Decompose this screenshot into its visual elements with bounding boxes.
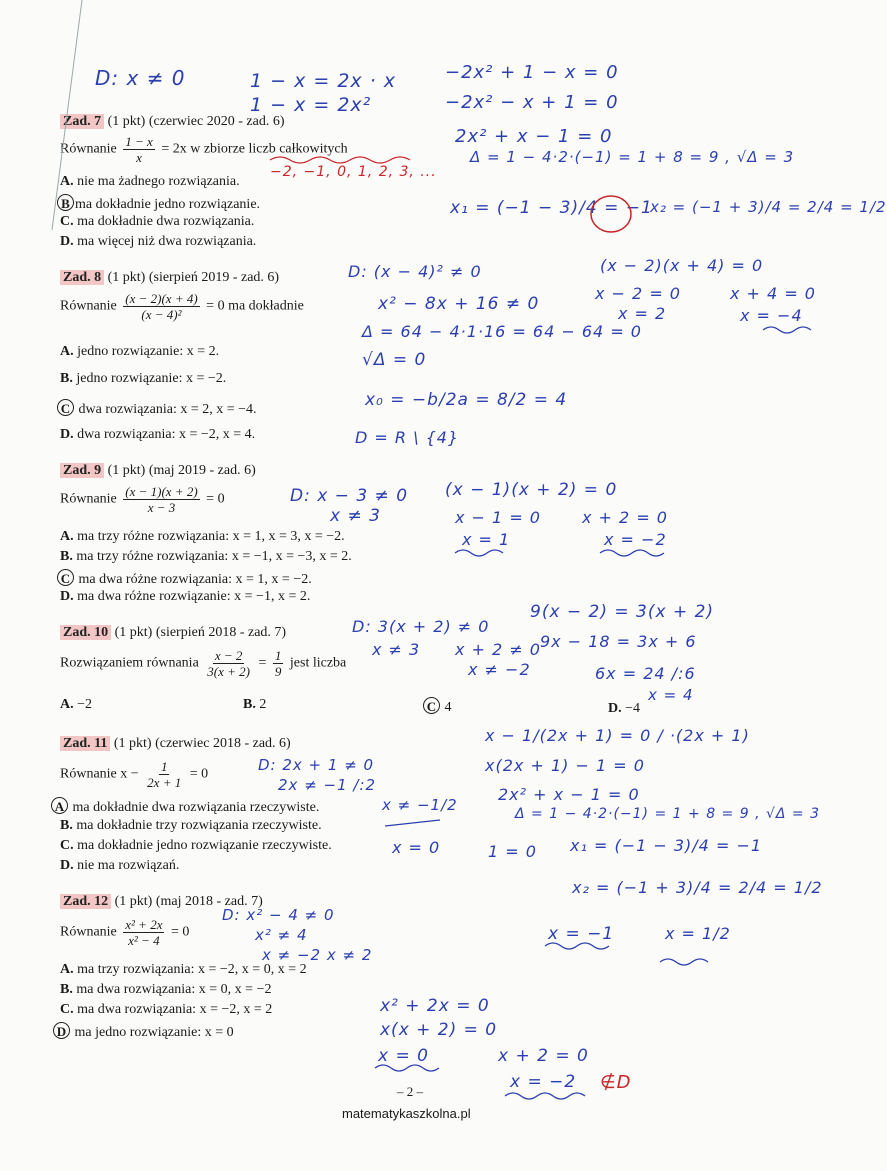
fraction-denominator: x² − 4 <box>128 933 160 948</box>
fraction-numerator: (x − 1)(x + 2) <box>125 484 198 499</box>
handwriting-note: x + 4 = 0 <box>730 284 816 303</box>
option-letter: A. <box>60 962 74 977</box>
handwriting-note: 2x ≠ −1 /:2 <box>278 776 377 794</box>
option-letter: B. <box>60 549 73 564</box>
handwriting-note: x² − 8x + 16 ≠ 0 <box>378 294 540 314</box>
option-letter: C. <box>60 1002 74 1017</box>
handwriting-note: x² + 2x = 0 <box>380 996 490 1016</box>
task-tag: Zad. 9 <box>60 463 104 478</box>
option-text: ma dwa różne rozwiązania: x = 1, x = −2. <box>78 572 312 587</box>
option-text: nie ma rozwiązań. <box>77 858 180 873</box>
handwriting-note: −2, −1, 0, 1, 2, 3, ... <box>270 164 437 180</box>
handwriting-note: D: x² − 4 ≠ 0 <box>222 906 335 924</box>
handwriting-note: 2x² + x − 1 = 0 <box>455 126 613 147</box>
task-tag: Zad. 8 <box>60 270 104 285</box>
option-letter: A. <box>60 174 74 189</box>
option-text: ma trzy rozwiązania: x = −2, x = 0, x = 2 <box>77 962 307 977</box>
statement-text: = 2x w zbiorze liczb całkowitych <box>161 141 348 157</box>
answer-circle: A <box>51 797 68 814</box>
handwriting-note: x₀ = −b/2a = 8/2 = 4 <box>365 390 568 410</box>
task-meta: (1 pkt) (maj 2018 - zad. 7) <box>114 894 263 909</box>
handwriting-note: x ≠ −1/2 <box>382 796 458 814</box>
option-text: ma dokładnie jedno rozwiązanie. <box>75 197 261 212</box>
option-text: ma dwa rozwiązania: x = 0, x = −2 <box>76 982 272 997</box>
handwriting-note: 1 − x = 2x · x <box>250 70 397 92</box>
option-text: dwa rozwiązania: x = 2, x = −4. <box>78 402 257 417</box>
handwriting-note: ∉D <box>600 1072 632 1093</box>
handwriting-note: x ≠ 3 <box>372 640 421 659</box>
statement-text: = <box>258 655 267 671</box>
option-text: 4 <box>444 700 452 715</box>
handwriting-note: x² ≠ 4 <box>255 926 308 944</box>
underline-wavy <box>455 550 503 556</box>
option-text: 2 <box>259 697 267 712</box>
handwriting-note: Δ = 1 − 4·2·(−1) = 1 + 8 = 9 , √Δ = 3 <box>515 806 821 822</box>
task-meta: (1 pkt) (czerwiec 2018 - zad. 6) <box>113 736 291 751</box>
option-letter: C. <box>60 214 74 229</box>
page-number: – 2 – <box>397 1084 423 1099</box>
handwriting-note: x = 0 <box>392 838 441 857</box>
option-text: ma trzy różne rozwiązania: x = −1, x = −3, x = 2. <box>76 549 352 564</box>
option-text: ma dokładnie dwa rozwiązania rzeczywiste. <box>72 800 320 815</box>
handwriting-note: Δ = 64 − 4·1·16 = 64 − 64 = 0 <box>362 322 642 341</box>
handwriting-note: 2x² + x − 1 = 0 <box>498 785 640 804</box>
statement-text: Równanie <box>60 141 117 157</box>
underline-wavy <box>505 1093 585 1099</box>
underline-wavy <box>375 1065 439 1071</box>
statement-text: Równanie <box>60 491 117 507</box>
option-letter: B. <box>60 371 73 386</box>
statement-text: = 0 <box>206 491 225 507</box>
task-tag: Zad. 10 <box>60 625 111 640</box>
site-name: matematykaszkolna.pl <box>342 1106 471 1121</box>
handwriting-note: x − 2 = 0 <box>595 284 681 303</box>
scan-line <box>52 0 82 230</box>
option-letter: A. <box>60 529 74 544</box>
fraction-numerator: x − 2 <box>214 648 243 663</box>
statement-text: = 0 <box>189 766 209 782</box>
fraction-denominator: x <box>136 150 142 165</box>
handwriting-note: D = R \ {4} <box>355 428 460 447</box>
handwriting-note: x = 1 <box>462 530 511 549</box>
underline-wavy <box>660 959 708 965</box>
handwriting-note: x₂ = (−1 + 3)/4 = 2/4 = 1/2 <box>572 878 823 897</box>
fraction-numerator: 1 <box>274 648 282 663</box>
task-tag: Zad. 7 <box>60 114 104 129</box>
answer-circle: B <box>57 194 74 211</box>
handwriting-note: D: x ≠ 0 <box>95 66 186 90</box>
handwriting-note: x(x + 2) = 0 <box>380 1020 498 1040</box>
handwriting-note: x = −2 <box>510 1072 577 1092</box>
handwriting-note: 1 − x = 2x² <box>250 94 372 116</box>
handwriting-note: x = −2 <box>604 530 667 549</box>
option-text: −2 <box>77 697 93 712</box>
handwriting-note: −2x² − x + 1 = 0 <box>445 92 619 113</box>
option-letter: D. <box>60 589 74 604</box>
underline-wavy <box>600 550 664 556</box>
statement-text: Równanie <box>60 298 117 314</box>
handwriting-note: −2x² + 1 − x = 0 <box>445 62 619 83</box>
handwriting-note: 9(x − 2) = 3(x + 2) <box>530 602 715 622</box>
handwriting-note: √Δ = 0 <box>362 350 427 370</box>
fraction-denominator: 2x + 1 <box>147 775 182 790</box>
underline-wavy <box>270 157 410 163</box>
task-meta: (1 pkt) (maj 2019 - zad. 6) <box>107 463 256 478</box>
handwriting-note: D: (x − 4)² ≠ 0 <box>348 262 482 281</box>
handwriting-note: D: 2x + 1 ≠ 0 <box>258 756 375 774</box>
option-text: ma dokładnie dwa rozwiązania. <box>77 214 255 229</box>
statement-text: = 0 ma dokładnie <box>206 298 304 314</box>
handwriting-note: 6x = 24 /:6 <box>595 664 696 683</box>
handwriting-note: D: 3(x + 2) ≠ 0 <box>352 617 490 636</box>
statement-text: Rozwiązaniem równania <box>60 655 199 671</box>
handwriting-note: (x − 1)(x + 2) = 0 <box>445 480 618 500</box>
underline <box>385 820 440 826</box>
option-text: dwa rozwiązania: x = −2, x = 4. <box>77 427 256 442</box>
fraction-denominator: (x − 4)² <box>141 307 182 322</box>
handwriting-note: Δ = 1 − 4·2·(−1) = 1 + 8 = 9 , √Δ = 3 <box>470 148 795 166</box>
task-meta: (1 pkt) (czerwiec 2020 - zad. 6) <box>107 114 285 129</box>
statement-text: jest liczba <box>289 655 347 671</box>
handwriting-note: x(2x + 1) − 1 = 0 <box>485 756 645 775</box>
handwriting-note: x = 2 <box>618 304 667 323</box>
option-text: nie ma żadnego rozwiązania. <box>77 174 240 189</box>
handwriting-note: D: x − 3 ≠ 0 <box>290 486 409 506</box>
option-text: ma dokładnie jedno rozwiązanie rzeczywiste. <box>77 838 332 853</box>
option-text: ma jedno rozwiązanie: x = 0 <box>74 1025 234 1040</box>
handwriting-note: x ≠ −2 x ≠ 2 <box>262 946 373 964</box>
option-text: ma więcej niż dwa rozwiązania. <box>77 234 257 249</box>
fraction-denominator: x − 3 <box>147 500 176 515</box>
task-tag: Zad. 11 <box>60 736 110 751</box>
option-letter: B. <box>243 697 256 712</box>
handwriting-note: x ≠ 3 <box>330 506 381 526</box>
handwriting-note: 9x − 18 = 3x + 6 <box>540 632 697 651</box>
option-text: ma dwa różne rozwiązanie: x = −1, x = 2. <box>77 589 311 604</box>
answer-circle-red <box>591 196 631 232</box>
option-letter: D. <box>608 701 622 716</box>
handwriting-note: x = 0 <box>378 1046 429 1066</box>
underline-wavy <box>763 327 811 333</box>
option-letter: D. <box>60 234 74 249</box>
option-letter: D. <box>60 858 74 873</box>
handwriting-note: x = 1/2 <box>665 924 731 943</box>
statement-text: Równanie <box>60 924 117 940</box>
fraction-denominator: 9 <box>274 664 282 679</box>
handwriting-note: x ≠ −2 <box>468 660 531 679</box>
option-text: jedno rozwiązanie: x = 2. <box>77 344 220 359</box>
handwriting-note: x₁ = (−1 − 3)/4 = −1 <box>450 198 653 218</box>
option-letter: A. <box>60 344 74 359</box>
fraction-numerator: (x − 2)(x + 4) <box>125 291 198 306</box>
option-text: jedno rozwiązanie: x = −2. <box>76 371 227 386</box>
answer-circle: C <box>423 697 440 714</box>
statement-text: = 0 <box>170 924 190 940</box>
handwriting-note: x + 2 ≠ 0 <box>455 640 541 659</box>
handwriting-note: x − 1 = 0 <box>455 508 541 527</box>
handwriting-note: x + 2 = 0 <box>498 1046 589 1066</box>
handwriting-note: x₁ = (−1 − 3)/4 = −1 <box>570 836 763 855</box>
handwriting-note: x = −4 <box>740 306 803 325</box>
task-meta: (1 pkt) (sierpień 2018 - zad. 7) <box>114 625 287 640</box>
option-text: ma dwa rozwiązania: x = −2, x = 2 <box>77 1002 273 1017</box>
fraction-numerator: 1 <box>160 759 168 774</box>
option-letter: D. <box>60 427 74 442</box>
underline-wavy <box>545 943 609 949</box>
task-meta: (1 pkt) (sierpień 2019 - zad. 6) <box>107 270 280 285</box>
task-tag: Zad. 12 <box>60 894 111 909</box>
handwriting-note: 1 = 0 <box>488 842 537 861</box>
handwriting-note: x = −1 <box>548 924 615 944</box>
answer-circle: D <box>53 1022 70 1039</box>
statement-text: Równanie x − <box>60 766 139 782</box>
handwriting-note: x = 4 <box>648 686 694 704</box>
option-text: −4 <box>625 701 641 716</box>
fraction-denominator: 3(x + 2) <box>207 664 250 679</box>
handwriting-note: x − 1/(2x + 1) = 0 / ·(2x + 1) <box>485 726 750 745</box>
option-letter: B. <box>60 818 73 833</box>
fraction-numerator: x² + 2x <box>125 917 163 932</box>
handwriting-note: (x − 2)(x + 4) = 0 <box>600 256 764 275</box>
option-letter: B. <box>60 982 73 997</box>
option-text: ma trzy różne rozwiązania: x = 1, x = 3, x = −2. <box>77 529 345 544</box>
option-letter: C. <box>60 838 74 853</box>
option-text: ma dokładnie trzy rozwiązania rzeczywiste. <box>76 818 322 833</box>
option-letter: A. <box>60 697 74 712</box>
fraction-numerator: 1 − x <box>125 134 153 149</box>
handwriting-note: x + 2 = 0 <box>582 508 668 527</box>
answer-circle: C <box>57 569 74 586</box>
answer-circle: C <box>57 399 74 416</box>
handwriting-note: x₂ = (−1 + 3)/4 = 2/4 = 1/2 <box>650 198 887 216</box>
